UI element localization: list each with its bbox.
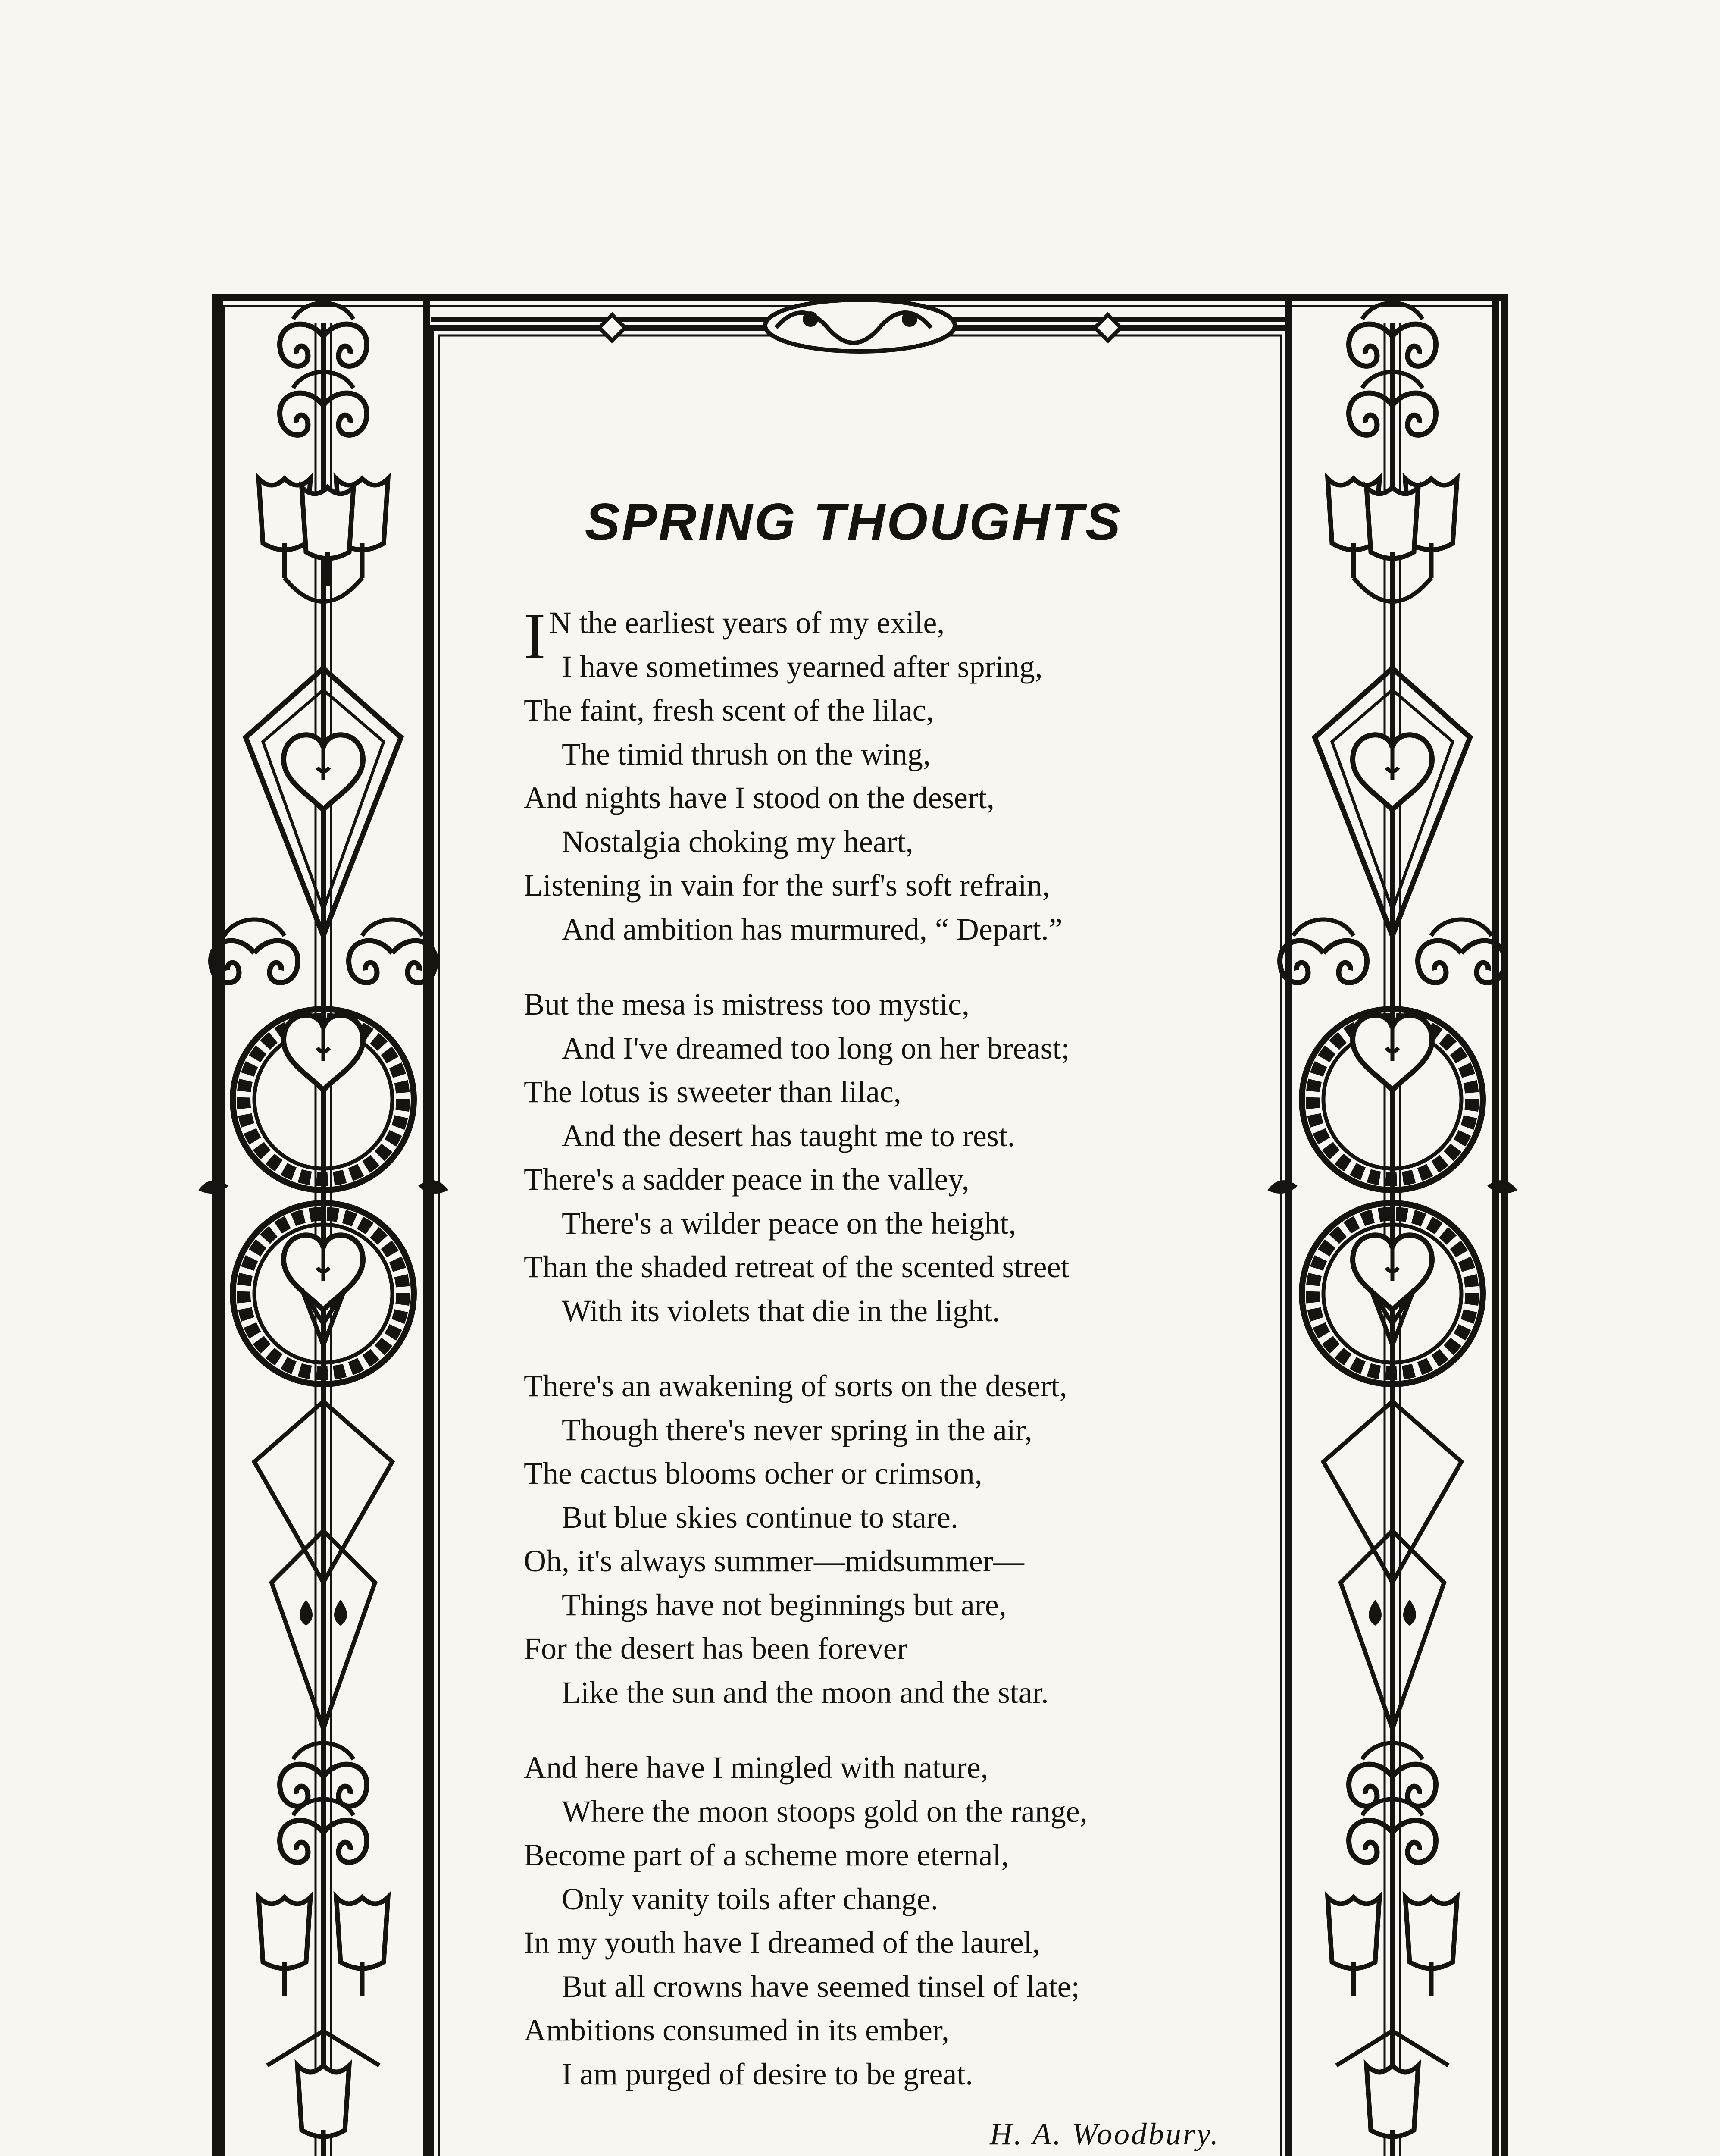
poem-line: With its violets that die in the light. [562,1293,1000,1328]
stanza-4 [524,1746,1201,2096]
poem-line: Nostalgia choking my heart, [562,824,913,859]
poem-line: I am purged of desire to be great. [562,2056,973,2091]
poem-line: Become part of a scheme more eternal, [524,1838,1009,1872]
poem-line: The lotus is sweeter than lilac, [524,1075,901,1109]
poem-line: N the earliest years of my exile, [549,605,945,640]
stanza-3 [524,1364,1201,1714]
poem-line: There's an awakening of sorts on the desert, [524,1369,1067,1403]
poem-line: There's a sadder peace in the valley, [524,1162,969,1197]
poem-line: Though there's never spring in the air, [562,1412,1032,1447]
poem-line: Things have not beginnings but are, [562,1587,1007,1622]
poem-line: The timid thrush on the wing, [562,736,931,771]
poem-line: And here have I mingled with nature, [524,1750,988,1785]
page-title: SPRING THOUGHTS [585,492,1123,551]
poem-line: But blue skies continue to stare. [562,1500,958,1535]
poem-line: Where the moon stoops gold on the range, [562,1794,1088,1829]
author-signature: H. A. Woodbury. [989,2117,1220,2151]
poem-line: But the mesa is mistress too mystic, [524,987,969,1022]
poem-line: For the desert has been forever [524,1631,907,1666]
drop-cap: I [524,600,546,672]
poem-line: The cactus blooms ocher or crimson, [524,1456,982,1491]
stanza-1 [524,601,1201,951]
poem-line: The faint, fresh scent of the lilac, [524,693,934,727]
poem-line: But all crowns have seemed tinsel of late; [562,1969,1080,2004]
poem-body [524,601,1201,2128]
poem-line: Listening in vain for the surf's soft refrain, [524,868,1050,903]
poem-line: I have sometimes yearned after spring, [562,649,1043,684]
poem-line: There's a wilder peace on the height, [562,1206,1016,1241]
floral-garland-icon [765,300,955,351]
poem-line: Only vanity toils after change. [562,1881,938,1916]
poem-line: And I've dreamed too long on her breast; [562,1031,1070,1065]
poem-line: Than the shaded retreat of the scented street [524,1250,1070,1284]
heart-ornament-icon [198,298,448,2156]
poem-line: And ambition has murmured, “ Depart.” [562,912,1063,946]
poem-line: Oh, it's always summer—midsummer— [524,1544,1024,1578]
poem-line: And nights have I stood on the desert, [524,780,994,815]
poem-line: And the desert has taught me to rest. [562,1118,1015,1153]
poem-line: Like the sun and the moon and the star. [562,1675,1049,1710]
poem-line: Ambitions consumed in its ember, [524,2013,950,2047]
stanza-2 [524,983,1201,1333]
poem-line: In my youth have I dreamed of the laurel, [524,1925,1040,1960]
